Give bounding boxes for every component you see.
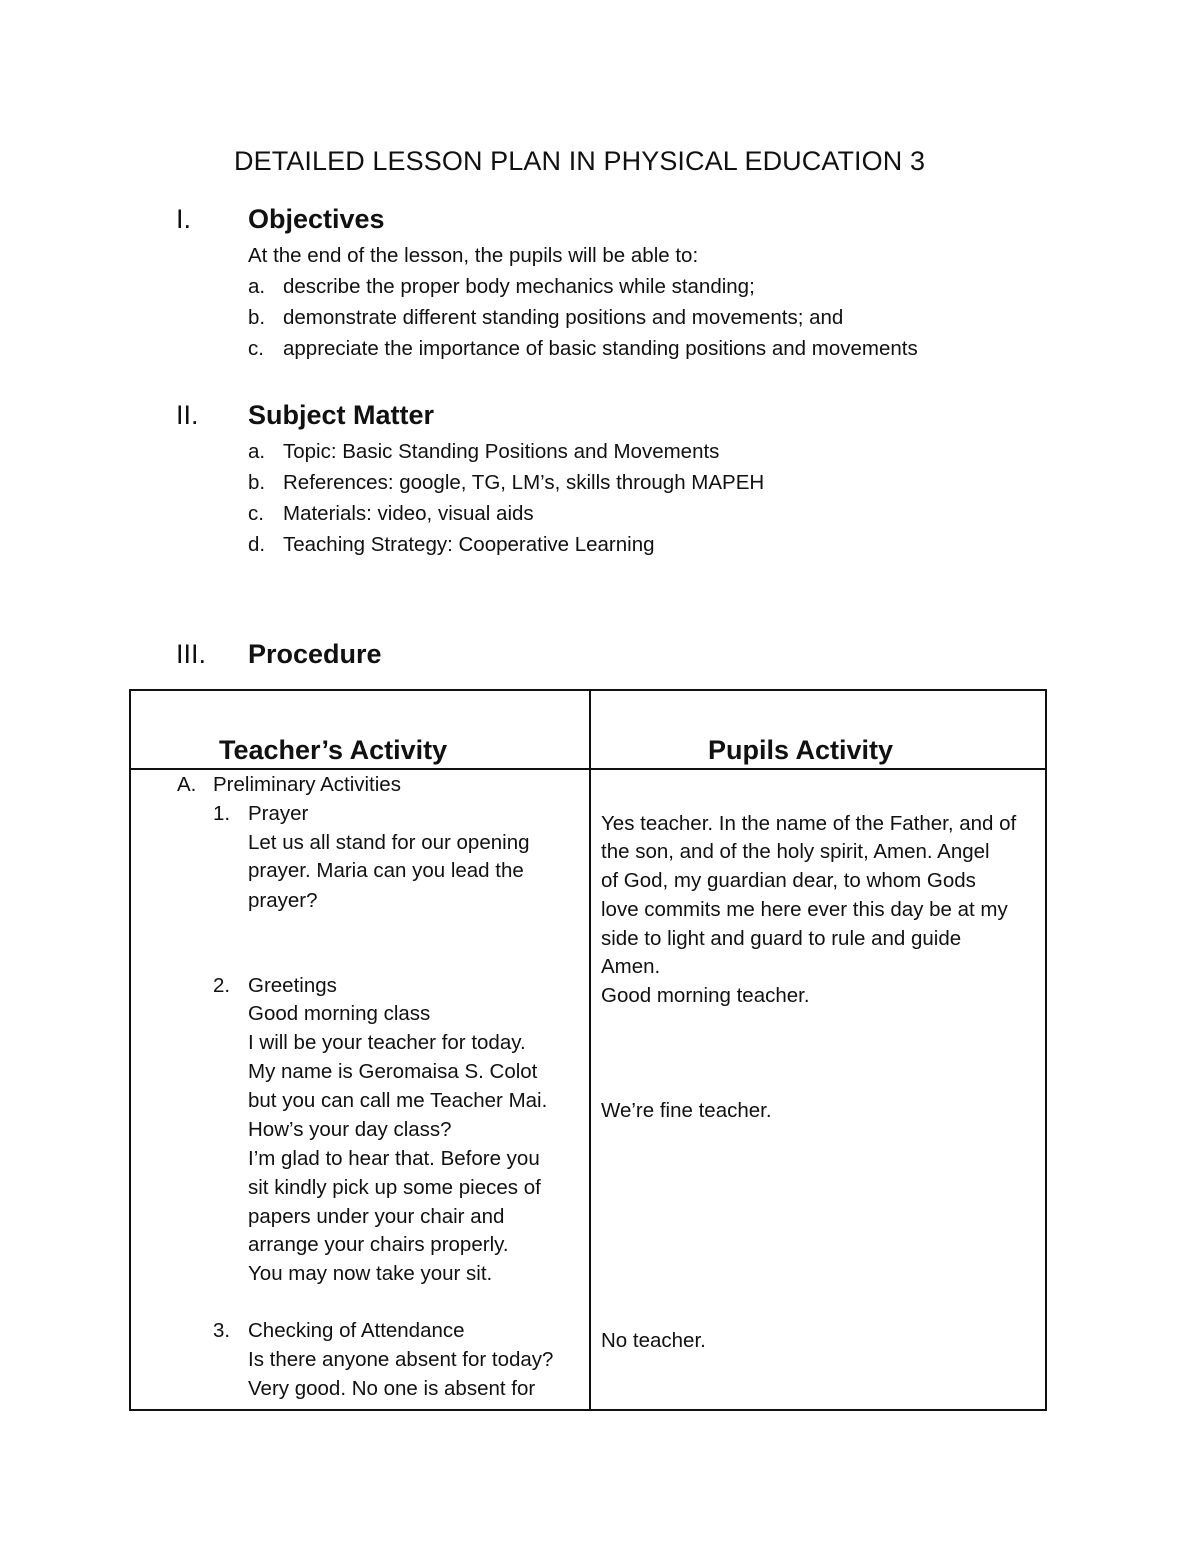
objective-letter: b.: [248, 306, 266, 329]
step-title: Prayer: [248, 802, 309, 825]
objectives-number: I.: [176, 204, 192, 234]
pupil-line: No teacher.: [601, 1329, 706, 1352]
teacher-line: How’s your day class?: [248, 1118, 452, 1141]
section-title: Preliminary Activities: [213, 773, 401, 796]
objectives-heading: Objectives: [248, 204, 385, 234]
teacher-line: Very good. No one is absent for: [248, 1377, 536, 1400]
teacher-line: I will be your teacher for today.: [248, 1031, 526, 1054]
objective-letter: c.: [248, 337, 264, 360]
teacher-line: I’m glad to hear that. Before you: [248, 1147, 540, 1170]
subject-matter-heading: Subject Matter: [248, 400, 435, 430]
pupil-line: side to light and guard to rule and guide: [601, 927, 962, 950]
procedure-table: [129, 689, 1047, 1411]
teacher-line: Let us all stand for our opening: [248, 831, 530, 854]
subject-letter: a.: [248, 440, 266, 463]
pupils-activity-header: Pupils Activity: [708, 735, 894, 765]
teacher-line: prayer?: [248, 889, 318, 912]
pupil-line: love commits me here ever this day be at my: [601, 898, 1008, 921]
objective-item: demonstrate different standing positions and movements; and: [283, 306, 844, 329]
pupil-line: of God, my guardian dear, to whom Gods: [601, 869, 976, 892]
pupil-line: Yes teacher. In the name of the Father, and of: [601, 812, 1017, 835]
pupil-line: Good morning teacher.: [601, 984, 810, 1007]
objectives-intro: At the end of the lesson, the pupils will be able to:: [248, 244, 699, 267]
subject-letter: d.: [248, 533, 266, 556]
subject-item: Teaching Strategy: Cooperative Learning: [283, 533, 655, 556]
objective-item: describe the proper body mechanics while standing;: [283, 275, 755, 298]
subject-letter: b.: [248, 471, 266, 494]
teacher-line: Is there anyone absent for today?: [248, 1348, 554, 1371]
subject-letter: c.: [248, 502, 264, 525]
teacher-activity-header: Teacher’s Activity: [219, 735, 448, 765]
teacher-line: prayer. Maria can you lead the: [248, 859, 524, 882]
pupil-line: the son, and of the holy spirit, Amen. Angel: [601, 840, 990, 863]
step-number: 3.: [213, 1319, 231, 1342]
teacher-line: but you can call me Teacher Mai.: [248, 1089, 548, 1112]
section-letter: A.: [177, 773, 197, 796]
header-divider: [131, 768, 1045, 770]
step-title: Greetings: [248, 974, 337, 997]
procedure-heading: Procedure: [248, 639, 382, 669]
teacher-line: Good morning class: [248, 1002, 431, 1025]
subject-item: Materials: video, visual aids: [283, 502, 534, 525]
teacher-line: arrange your chairs properly.: [248, 1233, 509, 1256]
objective-letter: a.: [248, 275, 266, 298]
teacher-line: sit kindly pick up some pieces of: [248, 1176, 541, 1199]
teacher-line: papers under your chair and: [248, 1205, 505, 1228]
document-title: DETAILED LESSON PLAN IN PHYSICAL EDUCATION 3: [234, 146, 926, 176]
subject-matter-number: II.: [176, 400, 199, 430]
teacher-line: My name is Geromaisa S. Colot: [248, 1060, 538, 1083]
pupil-line: Amen.: [601, 955, 661, 978]
step-number: 2.: [213, 974, 231, 997]
teacher-line: You may now take your sit.: [248, 1262, 493, 1285]
step-title: Checking of Attendance: [248, 1319, 465, 1342]
pupil-line: We’re fine teacher.: [601, 1099, 772, 1122]
procedure-number: III.: [176, 639, 207, 669]
objective-item: appreciate the importance of basic standing positions and movements: [283, 337, 918, 360]
subject-item: References: google, TG, LM’s, skills through MAPEH: [283, 471, 765, 494]
step-number: 1.: [213, 802, 231, 825]
subject-item: Topic: Basic Standing Positions and Movements: [283, 440, 720, 463]
column-divider: [589, 691, 591, 1409]
